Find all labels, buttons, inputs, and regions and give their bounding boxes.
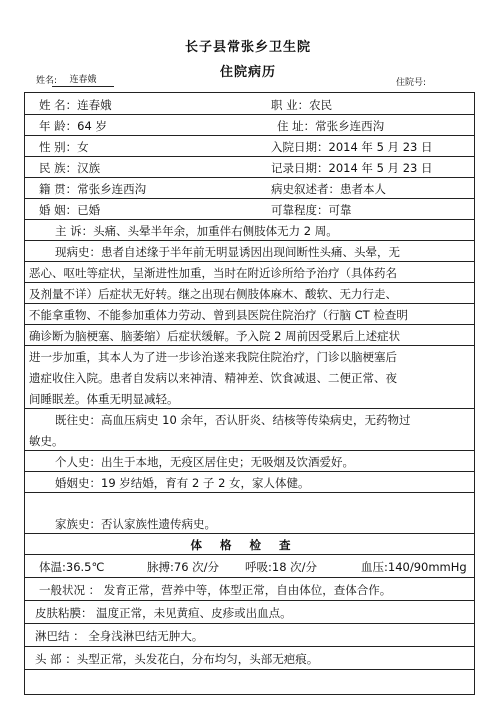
row-divider bbox=[25, 303, 474, 304]
chief-complaint: 主 诉：头痛、头晕半年余，加重伴右侧肢体无力 2 周。 bbox=[55, 224, 338, 238]
row-divider bbox=[25, 554, 474, 555]
row-divider bbox=[25, 324, 474, 325]
personal-history: 个人史：出生于本地，无疫区居住史；无吸烟及饮酒爱好。 bbox=[55, 455, 354, 469]
row-divider bbox=[25, 261, 474, 262]
field-occupation: 职 业：农民 bbox=[271, 98, 333, 112]
row-divider bbox=[25, 623, 474, 624]
admission-number-label: 住院号: bbox=[396, 78, 427, 88]
row-divider bbox=[25, 408, 474, 409]
field-origin: 籍 贯：常张乡连西沟 bbox=[39, 182, 147, 196]
present-illness-line: 遗症收住入院。患者自发病以来神清、精神差、饮食减退、二便正常、夜 bbox=[29, 371, 397, 385]
row-divider bbox=[25, 471, 474, 472]
row-divider bbox=[25, 156, 474, 157]
family-history: 家族史：否认家族性遗传病史。 bbox=[55, 517, 216, 531]
present-illness-line: 及剂量不详）后症状无好转。继之出现右侧肢体麻木、酸软、无力行走、 bbox=[29, 287, 397, 301]
field-narrator: 病史叙述者：患者本人 bbox=[271, 182, 386, 196]
row-divider bbox=[25, 282, 474, 283]
field-reliability: 可靠程度：可靠 bbox=[271, 203, 352, 217]
present-illness-line: 现病史：患者自述缘于半年前无明显诱因出现间断性头痛、头晕，无 bbox=[55, 245, 400, 259]
field-name: 姓 名：连春娥 bbox=[39, 98, 112, 112]
field-record-date: 记录日期：2014 年 5 月 23 日 bbox=[271, 161, 433, 175]
row-divider bbox=[25, 177, 474, 178]
row-divider bbox=[25, 219, 474, 220]
field-marital: 婚 姻：已婚 bbox=[39, 203, 101, 217]
field-address: 住 址：常张乡连西沟 bbox=[277, 119, 385, 133]
marriage-history: 婚姻史：19 岁结婚，育有 2 子 2 女，家人体健。 bbox=[55, 476, 310, 490]
vital-blood-pressure: 血压:140/90mmHg bbox=[361, 560, 467, 574]
row-divider bbox=[25, 577, 474, 578]
lymph-nodes: 淋巴结 ： 全身浅淋巴结无肿大。 bbox=[35, 629, 204, 643]
row-divider bbox=[25, 135, 474, 136]
row-divider bbox=[25, 240, 474, 241]
patient-name-value: 连春娥 bbox=[52, 72, 114, 87]
field-age: 年 龄：64 岁 bbox=[39, 119, 107, 133]
row-divider bbox=[25, 669, 474, 670]
row-divider bbox=[25, 198, 474, 199]
row-divider bbox=[25, 114, 474, 115]
past-history-line: 既往史：高血压病史 10 余年，否认肝炎、结核等传染病史，无药物过 bbox=[55, 413, 411, 427]
vital-pulse: 脉搏:76 次/分 bbox=[147, 560, 220, 574]
present-illness-line: 间睡眠差。体重无明显减轻。 bbox=[29, 392, 179, 406]
document-title: 住院病历 bbox=[219, 65, 276, 80]
patient-name-label: 姓名: bbox=[36, 76, 58, 86]
field-ethnicity: 民 族：汉族 bbox=[39, 161, 101, 175]
present-illness-line: 不能拿重物、不能参加重体力劳动、曾到县医院住院治疗（行脑 CT 检查明 bbox=[29, 308, 408, 322]
general-condition: 一般状况 ： 发育正常，营养中等，体型正常，自由体位，查体合作。 bbox=[39, 583, 392, 597]
field-admit-date: 入院日期：2014 年 5 月 23 日 bbox=[271, 140, 433, 154]
present-illness-line: 进一步加重，其本人为了进一步诊治遂来我院住院治疗，门诊以脑梗塞后 bbox=[29, 350, 397, 364]
row-divider bbox=[25, 450, 474, 451]
row-divider bbox=[25, 646, 474, 647]
row-divider bbox=[25, 600, 474, 601]
vital-respiration: 呼吸:18 次/分 bbox=[245, 560, 318, 574]
vital-temperature: 体温:36.5℃ bbox=[39, 560, 105, 574]
field-sex: 性 别：女 bbox=[39, 140, 89, 154]
medical-record-sheet bbox=[24, 92, 475, 695]
head-exam: 头 部 ：头型正常，头发花白，分布均匀，头部无疤痕。 bbox=[35, 652, 319, 666]
hospital-name: 长子县常张乡卫生院 bbox=[184, 40, 311, 55]
skin-mucosa: 皮肤粘膜： 温度正常，未见黄疸、皮疹或出血点。 bbox=[35, 606, 292, 620]
past-history-line: 敏史。 bbox=[29, 434, 64, 448]
row-divider bbox=[25, 345, 474, 346]
row-divider bbox=[25, 492, 474, 493]
present-illness-line: 恶心、呕吐等症状，呈渐进性加重，当时在附近诊所给予治疗（具体药名 bbox=[29, 266, 397, 280]
row-divider bbox=[25, 533, 474, 534]
present-illness-line: 确诊断为脑梗塞、脑萎缩）后症状缓解。予入院 2 周前因受累后上述症状 bbox=[29, 329, 401, 343]
physical-exam-heading: 体格检查 bbox=[190, 538, 309, 552]
